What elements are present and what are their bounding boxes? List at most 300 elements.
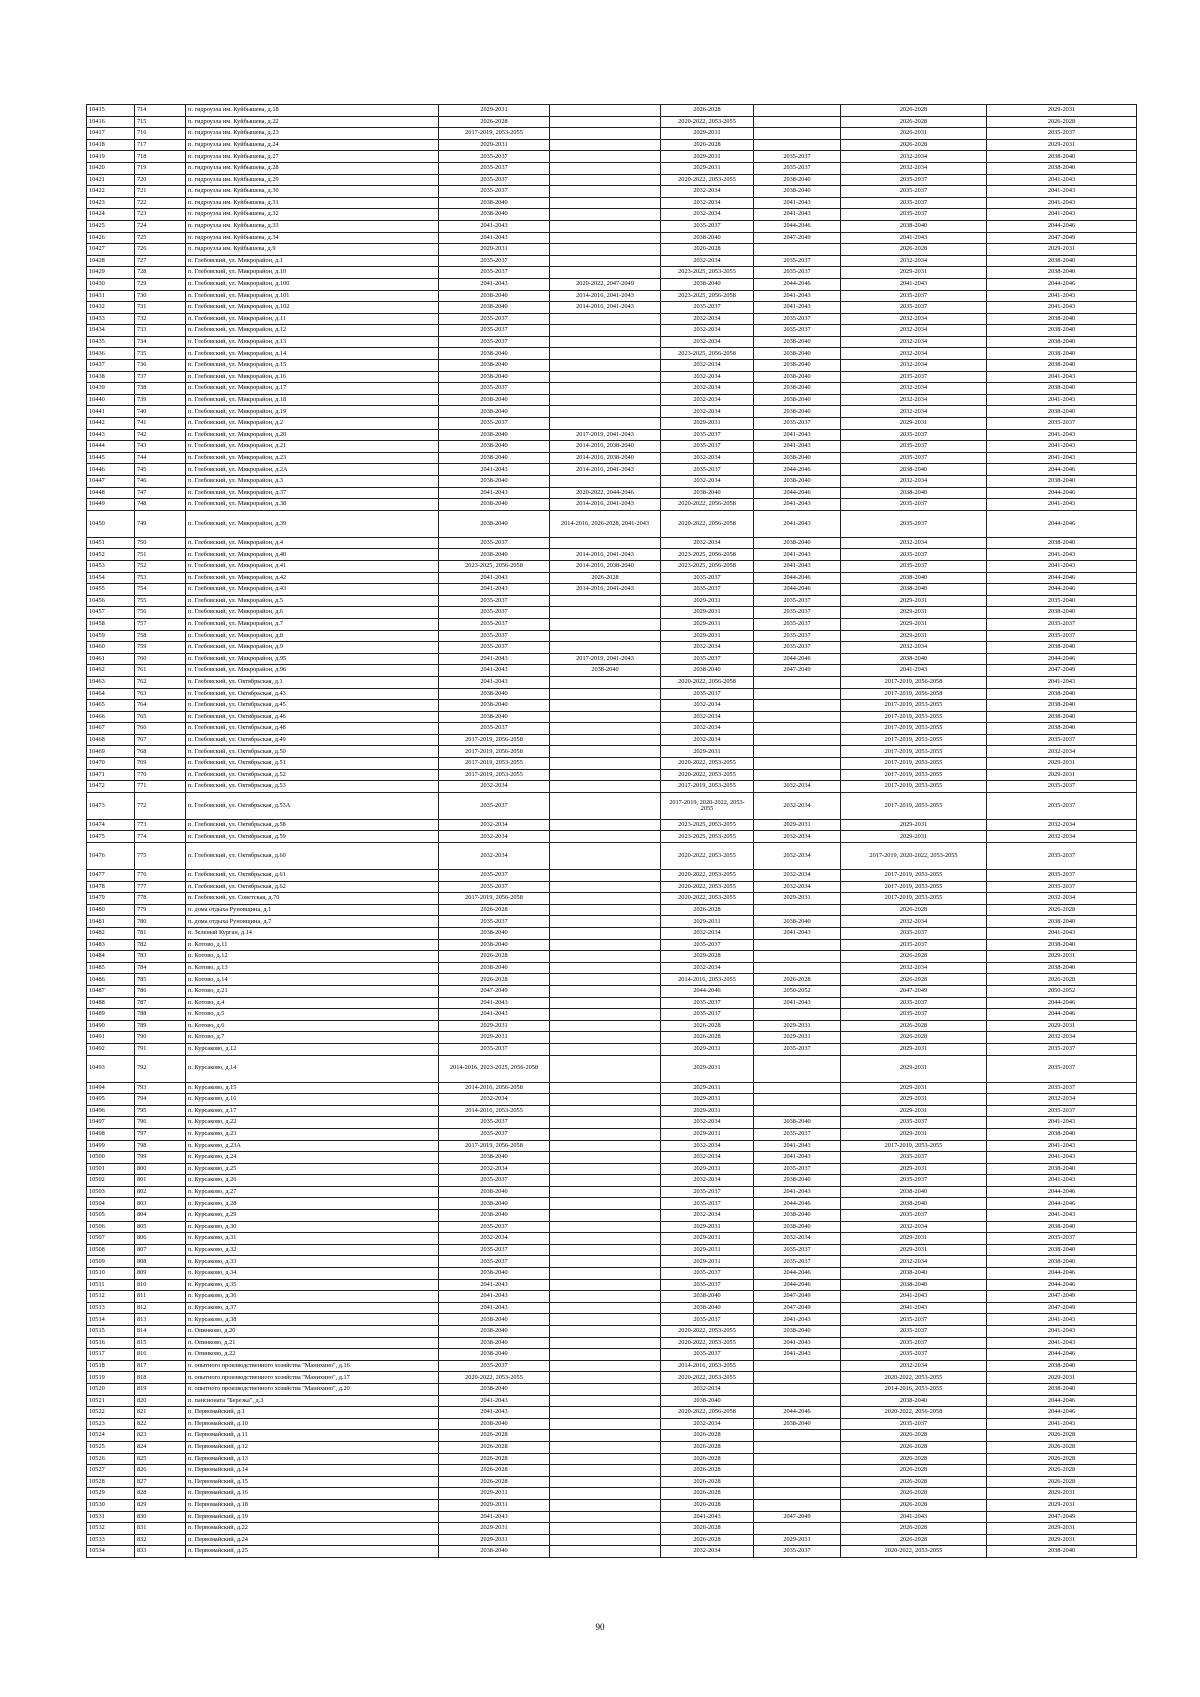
cell-c2 — [550, 1105, 661, 1117]
cell-c4: 2035-2037 — [754, 418, 841, 430]
cell-c1: 2026-2028 — [439, 904, 550, 916]
cell-id: 10460 — [87, 642, 135, 654]
cell-c4: 2035-2037 — [754, 642, 841, 654]
cell-c3: 2032-2034 — [661, 394, 754, 406]
cell-id: 10493 — [87, 1055, 135, 1082]
cell-c4: 2038-2040 — [754, 371, 841, 383]
cell-c5: 2029-2031 — [841, 630, 987, 642]
cell-c2 — [550, 1430, 661, 1442]
table-row — [87, 1186, 1137, 1198]
cell-id: 10457 — [87, 607, 135, 619]
cell-n: 822 — [135, 1418, 186, 1430]
cell-c1: 2035-2037 — [439, 1221, 550, 1233]
cell-c2 — [550, 406, 661, 418]
cell-c4: 2038-2040 — [754, 406, 841, 418]
cell-c1: 2038-2040 — [439, 1337, 550, 1349]
cell-address: п. Курсаково, д.33 — [186, 1256, 439, 1268]
cell-c4 — [754, 769, 841, 781]
cell-n: 775 — [135, 843, 186, 870]
cell-c1: 2035-2037 — [439, 595, 550, 607]
cell-c6: 2038-2040 — [987, 360, 1137, 372]
cell-c6: 2029-2031 — [987, 1523, 1137, 1535]
cell-n: 792 — [135, 1055, 186, 1082]
cell-c6: 2038-2040 — [987, 162, 1137, 174]
cell-c5: 2041-2043 — [841, 1291, 987, 1303]
cell-c2 — [550, 151, 661, 163]
cell-c4: 2035-2037 — [754, 162, 841, 174]
cell-c2: 2014-2016, 2041-2043 — [550, 584, 661, 596]
table-row — [87, 1383, 1137, 1395]
cell-c1: 2041-2043 — [439, 572, 550, 584]
cell-c1: 2032-2034 — [439, 843, 550, 870]
cell-c1: 2038-2040 — [439, 1268, 550, 1280]
cell-id: 10498 — [87, 1128, 135, 1140]
cell-c4: 2032-2034 — [754, 781, 841, 793]
cell-address: п. Глебовский, ул. Октябрьская, д.53А — [186, 792, 439, 819]
cell-c1: 2035-2037 — [439, 418, 550, 430]
cell-c6: 2032-2034 — [987, 819, 1137, 831]
cell-c2 — [550, 1140, 661, 1152]
cell-c4: 2035-2037 — [754, 1128, 841, 1140]
cell-c6: 2041-2043 — [987, 429, 1137, 441]
cell-address: п. Глебовский, ул. Микрорайон, д.19 — [186, 406, 439, 418]
cell-n: 755 — [135, 595, 186, 607]
cell-c4: 2041-2043 — [754, 928, 841, 940]
cell-c4: 2047-2049 — [754, 1511, 841, 1523]
cell-id: 10444 — [87, 441, 135, 453]
cell-id: 10445 — [87, 452, 135, 464]
cell-c1: 2041-2043 — [439, 487, 550, 499]
cell-c2 — [550, 881, 661, 893]
cell-c4: 2041-2043 — [754, 290, 841, 302]
cell-c1: 2041-2043 — [439, 584, 550, 596]
cell-address: п. Котово, д.4 — [186, 997, 439, 1009]
cell-c1: 2038-2040 — [439, 939, 550, 951]
cell-c4: 2041-2043 — [754, 1337, 841, 1349]
cell-c2 — [550, 758, 661, 770]
cell-id: 10433 — [87, 313, 135, 325]
cell-c1: 2020-2022, 2053-2055 — [439, 1372, 550, 1384]
cell-n: 799 — [135, 1152, 186, 1164]
cell-c5: 2017-2019, 2053-2055 — [841, 769, 987, 781]
cell-c1: 2047-2049 — [439, 985, 550, 997]
cell-c6: 2029-2031 — [987, 1020, 1137, 1032]
cell-c3: 2029-2031 — [661, 128, 754, 140]
cell-c4: 2032-2034 — [754, 870, 841, 882]
cell-c2 — [550, 1291, 661, 1303]
cell-address: п. Глебовский, ул. Октябрьская, д.59 — [186, 831, 439, 843]
cell-c3: 2035-2037 — [661, 1314, 754, 1326]
cell-n: 818 — [135, 1372, 186, 1384]
cell-id: 10454 — [87, 572, 135, 584]
cell-c3: 2035-2037 — [661, 1279, 754, 1291]
cell-c5: 2032-2034 — [841, 325, 987, 337]
table-row — [87, 1210, 1137, 1222]
cell-c3: 2032-2034 — [661, 255, 754, 267]
table-row — [87, 962, 1137, 974]
cell-c2 — [550, 1268, 661, 1280]
cell-c4: 2041-2043 — [754, 510, 841, 537]
table-row — [87, 1140, 1137, 1152]
cell-c4: 2038-2040 — [754, 360, 841, 372]
cell-c5: 2029-2031 — [841, 819, 987, 831]
cell-n: 737 — [135, 371, 186, 383]
cell-c4: 2032-2034 — [754, 843, 841, 870]
cell-c1: 2029-2031 — [439, 1488, 550, 1500]
cell-c2 — [550, 1055, 661, 1082]
cell-c3: 2026-2028 — [661, 1523, 754, 1535]
cell-c5: 2026-2028 — [841, 139, 987, 151]
table-row — [87, 394, 1137, 406]
cell-c5: 2032-2034 — [841, 537, 987, 549]
cell-id: 10439 — [87, 383, 135, 395]
cell-c5: 2038-2040 — [841, 220, 987, 232]
cell-c2 — [550, 383, 661, 395]
cell-c1: 2035-2037 — [439, 881, 550, 893]
table-row — [87, 1511, 1137, 1523]
cell-c1: 2032-2034 — [439, 781, 550, 793]
cell-c2 — [550, 781, 661, 793]
table-row — [87, 1020, 1137, 1032]
cell-c6: 2044-2046 — [987, 1349, 1137, 1361]
cell-c5: 2026-2028 — [841, 1032, 987, 1044]
cell-c4 — [754, 1094, 841, 1106]
cell-id: 10456 — [87, 595, 135, 607]
cell-n: 761 — [135, 665, 186, 677]
cell-address: п. Первомайский, д.22 — [186, 1523, 439, 1535]
cell-c1: 2038-2040 — [439, 510, 550, 537]
cell-c1: 2038-2040 — [439, 1314, 550, 1326]
cell-address: п. Глебовский, ул. Микрорайон, д.7 — [186, 618, 439, 630]
cell-c1: 2035-2037 — [439, 870, 550, 882]
cell-c1: 2038-2040 — [439, 209, 550, 221]
cell-c6: 2029-2031 — [987, 1499, 1137, 1511]
cell-c5: 2026-2028 — [841, 1020, 987, 1032]
cell-id: 10521 — [87, 1395, 135, 1407]
cell-c1: 2032-2034 — [439, 819, 550, 831]
cell-address: п. Курсаково, д.35 — [186, 1279, 439, 1291]
cell-c6: 2035-2037 — [987, 418, 1137, 430]
table-row — [87, 476, 1137, 488]
cell-n: 744 — [135, 452, 186, 464]
cell-n: 810 — [135, 1279, 186, 1291]
cell-c6: 2038-2040 — [987, 348, 1137, 360]
cell-id: 10434 — [87, 325, 135, 337]
table-row — [87, 1349, 1137, 1361]
cell-c3: 2044-2046 — [661, 985, 754, 997]
cell-c6: 2041-2043 — [987, 197, 1137, 209]
cell-c1: 2014-2016, 2056-2058 — [439, 1082, 550, 1094]
cell-c4: 2041-2043 — [754, 429, 841, 441]
cell-c1: 2029-2031 — [439, 244, 550, 256]
cell-address: п. Курсаково, д.32 — [186, 1244, 439, 1256]
cell-n: 725 — [135, 232, 186, 244]
cell-id: 10462 — [87, 665, 135, 677]
cell-c3: 2041-2043 — [661, 1511, 754, 1523]
table-row — [87, 151, 1137, 163]
cell-c3: 2038-2040 — [661, 1291, 754, 1303]
cell-c1: 2038-2040 — [439, 302, 550, 314]
cell-c3: 2029-2031 — [661, 1128, 754, 1140]
cell-c4: 2035-2037 — [754, 1546, 841, 1558]
cell-c6: 2038-2040 — [987, 406, 1137, 418]
cell-c2 — [550, 1314, 661, 1326]
cell-c3: 2032-2034 — [661, 642, 754, 654]
cell-c3: 2035-2037 — [661, 1268, 754, 1280]
cell-c5: 2035-2037 — [841, 186, 987, 198]
cell-c2 — [550, 595, 661, 607]
cell-c3: 2026-2028 — [661, 1488, 754, 1500]
cell-c2 — [550, 1523, 661, 1535]
cell-address: п. Глебовский, ул. Микрорайон, д.17 — [186, 383, 439, 395]
cell-c3: 2032-2034 — [661, 186, 754, 198]
cell-c3: 2026-2028 — [661, 105, 754, 117]
cell-c3: 2035-2037 — [661, 653, 754, 665]
cell-address: п. Глебовский, ул. Октябрьская, д.52 — [186, 769, 439, 781]
cell-c1: 2017-2019, 2056-2058 — [439, 734, 550, 746]
cell-n: 717 — [135, 139, 186, 151]
cell-id: 10501 — [87, 1163, 135, 1175]
cell-id: 10453 — [87, 560, 135, 572]
cell-c3: 2023-2025, 2053-2055 — [661, 267, 754, 279]
cell-c5: 2035-2037 — [841, 302, 987, 314]
cell-c3: 2035-2037 — [661, 464, 754, 476]
cell-c4 — [754, 1430, 841, 1442]
cell-c2 — [550, 174, 661, 186]
cell-c3: 2029-2028 — [661, 951, 754, 963]
cell-c3: 2032-2034 — [661, 360, 754, 372]
cell-c1: 2017-2019, 2053-2055 — [439, 758, 550, 770]
cell-c5: 2035-2037 — [841, 1117, 987, 1129]
cell-c6: 2041-2043 — [987, 394, 1137, 406]
cell-c1: 2035-2037 — [439, 186, 550, 198]
table-row — [87, 1337, 1137, 1349]
cell-address: п. Глебовский, ул. Микрорайон, д.10 — [186, 267, 439, 279]
cell-c2 — [550, 819, 661, 831]
cell-c1: 2035-2037 — [439, 792, 550, 819]
cell-c3: 2029-2031 — [661, 1105, 754, 1117]
cell-c4 — [754, 939, 841, 951]
cell-c1: 2041-2043 — [439, 1511, 550, 1523]
cell-c1: 2038-2040 — [439, 688, 550, 700]
cell-c3: 2035-2037 — [661, 302, 754, 314]
cell-id: 10530 — [87, 1499, 135, 1511]
cell-c6: 2044-2046 — [987, 653, 1137, 665]
cell-id: 10416 — [87, 116, 135, 128]
cell-c4 — [754, 688, 841, 700]
cell-c5: 2032-2034 — [841, 642, 987, 654]
cell-c5: 2038-2040 — [841, 1279, 987, 1291]
cell-id: 10495 — [87, 1094, 135, 1106]
cell-id: 10459 — [87, 630, 135, 642]
cell-c6: 2038-2040 — [987, 1383, 1137, 1395]
cell-id: 10481 — [87, 916, 135, 928]
cell-c5: 2029-2031 — [841, 595, 987, 607]
cell-c3: 2020-2022, 2053-2055 — [661, 769, 754, 781]
cell-id: 10516 — [87, 1337, 135, 1349]
cell-c1: 2014-2016, 2053-2055 — [439, 1105, 550, 1117]
cell-c1: 2032-2034 — [439, 1094, 550, 1106]
cell-n: 824 — [135, 1441, 186, 1453]
cell-address: п. Курсаково, д.24 — [186, 1152, 439, 1164]
cell-address: п. Первомайский, д.10 — [186, 1418, 439, 1430]
cell-c4: 2035-2037 — [754, 607, 841, 619]
cell-n: 821 — [135, 1407, 186, 1419]
table-row — [87, 1326, 1137, 1338]
cell-c3: 2026-2028 — [661, 1020, 754, 1032]
cell-id: 10467 — [87, 723, 135, 735]
cell-address: п. гидроузла им. Куйбышева, д.33 — [186, 220, 439, 232]
cell-c5: 2032-2034 — [841, 162, 987, 174]
cell-n: 825 — [135, 1453, 186, 1465]
cell-address: п. гидроузла им. Куйбышева, д.24 — [186, 139, 439, 151]
cell-id: 10488 — [87, 997, 135, 1009]
cell-c5: 2026-2028 — [841, 244, 987, 256]
cell-c1: 2041-2043 — [439, 1279, 550, 1291]
cell-c3: 2032-2034 — [661, 962, 754, 974]
cell-c6: 2038-2040 — [987, 1128, 1137, 1140]
cell-address: п. Глебовский, ул. Микрорайон, д.2 — [186, 418, 439, 430]
cell-c4: 2035-2037 — [754, 1256, 841, 1268]
cell-c5: 2035-2037 — [841, 1152, 987, 1164]
cell-c2 — [550, 348, 661, 360]
cell-id: 10497 — [87, 1117, 135, 1129]
cell-id: 10430 — [87, 278, 135, 290]
table-row — [87, 630, 1137, 642]
cell-c6: 2044-2046 — [987, 1279, 1137, 1291]
cell-c4: 2029-2031 — [754, 819, 841, 831]
cell-c4: 2041-2043 — [754, 1349, 841, 1361]
cell-address: п. Глебовский, ул. Микрорайон, д.21 — [186, 441, 439, 453]
cell-address: п. Глебовский, ул. Микрорайон, д.39 — [186, 510, 439, 537]
cell-c1: 2038-2040 — [439, 1186, 550, 1198]
cell-c4: 2038-2040 — [754, 1221, 841, 1233]
cell-c4 — [754, 1082, 841, 1094]
cell-c6: 2041-2043 — [987, 928, 1137, 940]
cell-id: 10520 — [87, 1383, 135, 1395]
cell-c5: 2029-2031 — [841, 1128, 987, 1140]
cell-c2 — [550, 711, 661, 723]
cell-c2: 2014-2016, 2041-2043 — [550, 464, 661, 476]
cell-c3: 2029-2031 — [661, 630, 754, 642]
cell-c5: 2032-2034 — [841, 1221, 987, 1233]
cell-address: п. Первомайский, д.12 — [186, 1441, 439, 1453]
cell-c1: 2041-2043 — [439, 997, 550, 1009]
cell-c1: 2029-2031 — [439, 1032, 550, 1044]
cell-n: 779 — [135, 904, 186, 916]
cell-c1: 2026-2028 — [439, 1441, 550, 1453]
cell-c3: 2029-2031 — [661, 1233, 754, 1245]
cell-c3: 2032-2034 — [661, 325, 754, 337]
cell-c3: 2032-2034 — [661, 371, 754, 383]
table-row — [87, 723, 1137, 735]
cell-id: 10509 — [87, 1256, 135, 1268]
cell-c4: 2035-2037 — [754, 630, 841, 642]
table-row — [87, 197, 1137, 209]
cell-c6: 2044-2046 — [987, 464, 1137, 476]
cell-c6: 2038-2040 — [987, 336, 1137, 348]
cell-n: 800 — [135, 1163, 186, 1175]
cell-address: п. Курсаково, д.26 — [186, 1175, 439, 1187]
cell-n: 748 — [135, 499, 186, 511]
cell-c6: 2035-2037 — [987, 781, 1137, 793]
cell-id: 10451 — [87, 537, 135, 549]
table-row — [87, 220, 1137, 232]
cell-n: 769 — [135, 758, 186, 770]
cell-c5: 2038-2040 — [841, 1198, 987, 1210]
cell-address: п. Глебовский, ул. Микрорайон, д.16 — [186, 371, 439, 383]
cell-c2: 2017-2019, 2041-2043 — [550, 653, 661, 665]
cell-n: 731 — [135, 302, 186, 314]
table-row — [87, 1395, 1137, 1407]
cell-c1: 2041-2043 — [439, 464, 550, 476]
cell-address: п. Глебовский, ул. Советская, д.70 — [186, 893, 439, 905]
cell-n: 757 — [135, 618, 186, 630]
cell-n: 804 — [135, 1210, 186, 1222]
cell-c5: 2032-2034 — [841, 406, 987, 418]
cell-address: п. Первомайский, д.18 — [186, 1499, 439, 1511]
cell-address: п. гидроузла им. Куйбышева, д.23 — [186, 128, 439, 140]
cell-id: 10506 — [87, 1221, 135, 1233]
cell-id: 10476 — [87, 843, 135, 870]
cell-c6: 2029-2031 — [987, 1372, 1137, 1384]
cell-c5: 2017-2019, 2053-2055 — [841, 758, 987, 770]
cell-c1: 2035-2037 — [439, 174, 550, 186]
cell-c3: 2035-2037 — [661, 997, 754, 1009]
table-row — [87, 769, 1137, 781]
cell-id: 10448 — [87, 487, 135, 499]
cell-c4: 2041-2043 — [754, 1186, 841, 1198]
cell-c5: 2041-2043 — [841, 665, 987, 677]
cell-id: 10429 — [87, 267, 135, 279]
cell-c5: 2032-2034 — [841, 1256, 987, 1268]
cell-address: п. Глебовский, ул. Микрорайон, д.38 — [186, 499, 439, 511]
cell-c4: 2038-2040 — [754, 1117, 841, 1129]
cell-c6: 2044-2046 — [987, 220, 1137, 232]
cell-c1: 2041-2043 — [439, 665, 550, 677]
table-row — [87, 974, 1137, 986]
cell-c2 — [550, 1043, 661, 1055]
cell-c4: 2041-2043 — [754, 209, 841, 221]
table-row — [87, 781, 1137, 793]
cell-n: 767 — [135, 734, 186, 746]
cell-c5: 2029-2031 — [841, 618, 987, 630]
cell-c4: 2035-2037 — [754, 1244, 841, 1256]
cell-c4: 2029-2031 — [754, 1032, 841, 1044]
cell-c1: 2026-2028 — [439, 1465, 550, 1477]
cell-c2 — [550, 325, 661, 337]
cell-c6: 2038-2040 — [987, 607, 1137, 619]
table-row — [87, 255, 1137, 267]
cell-c3: 2020-2022, 2053-2055 — [661, 870, 754, 882]
cell-address: п. Глебовский, ул. Микрорайон, д.8 — [186, 630, 439, 642]
cell-c3: 2020-2022, 2056-2058 — [661, 1407, 754, 1419]
cell-c6: 2032-2034 — [987, 831, 1137, 843]
cell-address: п. гидроузла им. Куйбышева, д.32 — [186, 209, 439, 221]
table-row — [87, 1256, 1137, 1268]
cell-n: 722 — [135, 197, 186, 209]
cell-c1: 2038-2040 — [439, 1383, 550, 1395]
table-row — [87, 1105, 1137, 1117]
cell-n: 774 — [135, 831, 186, 843]
cell-address: п. Зеленый Курган, д.14 — [186, 928, 439, 940]
cell-c5: 2035-2037 — [841, 441, 987, 453]
cell-c5: 2035-2037 — [841, 429, 987, 441]
document-table-container — [86, 104, 1136, 1558]
cell-c4: 2038-2040 — [754, 394, 841, 406]
table-row — [87, 618, 1137, 630]
table-row — [87, 1198, 1137, 1210]
